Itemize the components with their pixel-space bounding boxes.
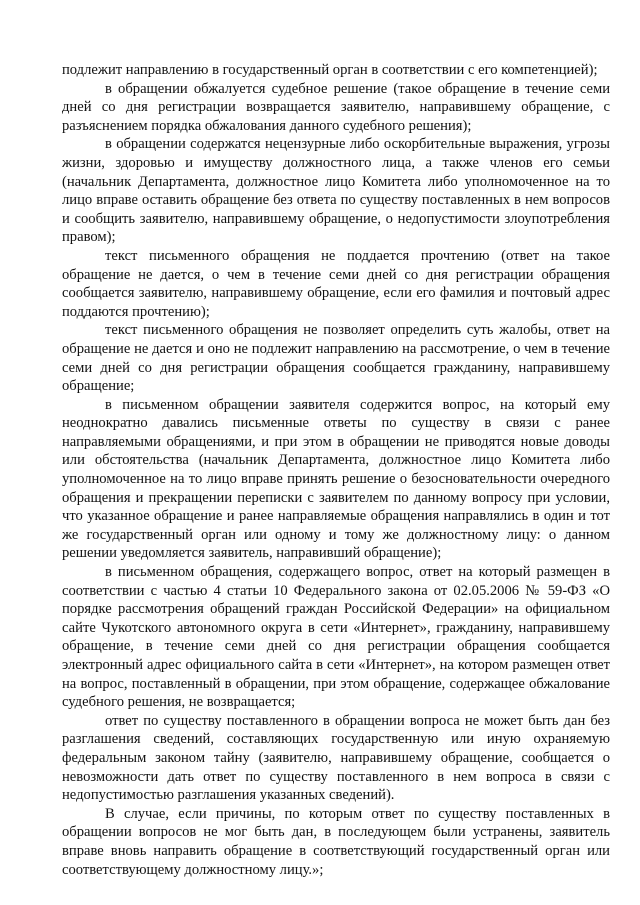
paragraph-undeterminable-essence: текст письменного обращения не позволяет определить суть жалобы, ответ на обращение не дается и оно не подлежит направлению на рассмотрение, о чем в течение семи дней со дня регистрации обращения сообщается гражданину, направившему обращение; [62, 322, 610, 395]
paragraph-reasons-eliminated: В случае, если причины, по которым ответ по существу поставленных в обращении вопросов не мог быть дан, в последующем были устранены, заявитель вправе вновь направить обращение в соответствующий государственный орган или соответствующему должностному лицу.»; [62, 805, 610, 878]
paragraph-court-decision: в обращении обжалуется судебное решение (такое обращение в течение семи дней со дня регистрации возвращается заявителю, направившему обращение, с разъяснением порядка обжалования данного судебного решения); [62, 80, 610, 134]
paragraph-state-secret: ответ по существу поставленного в обращении вопроса не может быть дан без разглашения сведений, составляющих государственную или иную охраняемую федеральным законом тайну (заявителю, направившему обращение, сообщается о невозможности дать ответ по существу поставленного в нем вопроса в связи с недопустимостью разглашения указанных сведений). [62, 712, 610, 804]
paragraph-unreadable-text: текст письменного обращения не поддается прочтению (ответ на такое обращение не дается, о чем в течение семи дней со дня регистрации обращения сообщается заявителю, направившему обращение, если его фамилия и почтовый адрес поддаются прочтению); [62, 247, 610, 320]
paragraph-obscene-language: в обращении содержатся нецензурные либо оскорбительные выражения, угрозы жизни, здоровью и имуществу должностного лица, а также членов его семьи (начальник Департамента, должностное лицо Комитета либо уполномоченное на то лицо вправе оставить обращение без ответа по существу поставленных в нем вопросов и сообщить заявителю, направившему обращение, о недопустимости злоупотребления правом); [62, 136, 610, 246]
paragraph-repeated-question: в письменном обращении заявителя содержится вопрос, на который ему неоднократно давались письменные ответы по существу в связи с ранее направляемыми обращениями, и при этом в обращении не приводятся новые доводы или обстоятельства (начальник Департамента, должностное лицо Комитета либо уполномоченное на то лицо вправе принять решение о безосновательности очередного обращения и прекращении переписки с заявителем по данному вопросу при условии, что указанное обращение и ранее направляемые обращения направлялись в один и тот же государственный орган или одному и тому же должностному лицу: о данном решении уведомляется заявитель, направивший обращение); [62, 396, 610, 562]
document-page [62, 61, 610, 879]
paragraph-answer-published-online: в письменном обращения, содержащего вопрос, ответ на который размещен в соответствии с частью 4 статьи 10 Федерального закона от 02.05.2006 № 59-ФЗ «О порядке рассмотрения обращений граждан Российской Федерации» на официальном сайте Чукотского автономного округа в сети «Интернет», гражданину, направившему обращение, в течение семи дней со дня регистрации обращения сообщается электронный адрес официального сайта в сети «Интернет», на котором размещен ответ на вопрос, поставленный в обращении, при этом обращение, содержащее обжалование судебного решения, не возвращается; [62, 564, 610, 711]
paragraph-competence-continuation: подлежит направлению в государственный орган в соответствии с его компетенцией); [62, 62, 598, 78]
